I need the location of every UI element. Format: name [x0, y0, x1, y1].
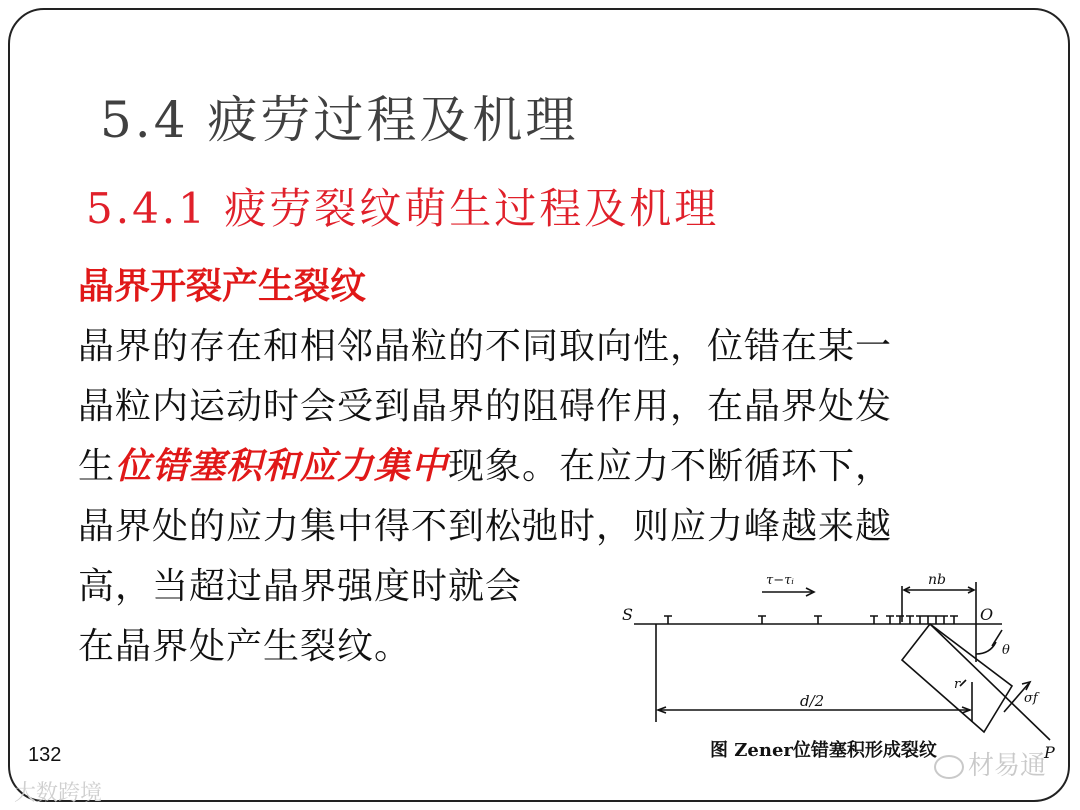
- body-line-6: 在晶界处产生裂纹。: [78, 626, 412, 667]
- label-p: P: [1044, 743, 1055, 762]
- slide-subtitle: 5.4.1 疲劳裂纹萌生过程及机理: [86, 184, 720, 233]
- section-heading: 晶界开裂产生裂纹: [78, 265, 367, 307]
- body-line-3: [78, 438, 892, 489]
- label-nb: nb: [928, 572, 946, 588]
- emphasis-text: 位错塞积和应力集中: [115, 445, 449, 487]
- page-number: 132: [28, 744, 62, 766]
- body-line-1: 晶界的存在和相邻晶粒的不同取向性，位错在某一: [78, 326, 893, 367]
- watermark-right-text: 材易通: [968, 750, 1047, 780]
- label-o: O: [980, 605, 994, 624]
- slide-title: 5.4 疲劳过程及机理: [100, 91, 579, 149]
- watermark-right: [934, 745, 1046, 782]
- body-line-5: 高，当超过晶界强度时就会: [78, 566, 523, 607]
- label-s: S: [622, 605, 633, 624]
- body-line-4: 晶界处的应力集中得不到松弛时，则应力峰越来越: [78, 506, 893, 547]
- label-d-half: d/2: [800, 692, 825, 710]
- label-sigma: σf: [1024, 691, 1038, 706]
- watermark-left-text: 大数跨境: [14, 780, 103, 805]
- dislocation-symbols: [664, 616, 958, 624]
- body-line-3-prefix: 生: [78, 446, 116, 487]
- watermark-left: [14, 776, 102, 807]
- label-theta: θ: [1002, 643, 1010, 658]
- label-r: r: [954, 677, 961, 692]
- wechat-icon: [934, 755, 964, 779]
- zener-pileup-diagram: [620, 562, 1060, 762]
- figure-caption: 图 Zener位错塞积形成裂纹: [710, 740, 937, 761]
- body-line-3-suffix: 现象。在应力不断循环下，: [448, 446, 893, 487]
- body-line-2: 晶粒内运动时会受到晶界的阻碍作用，在晶界处发: [78, 386, 893, 427]
- label-tau: τ−τᵢ: [766, 573, 794, 588]
